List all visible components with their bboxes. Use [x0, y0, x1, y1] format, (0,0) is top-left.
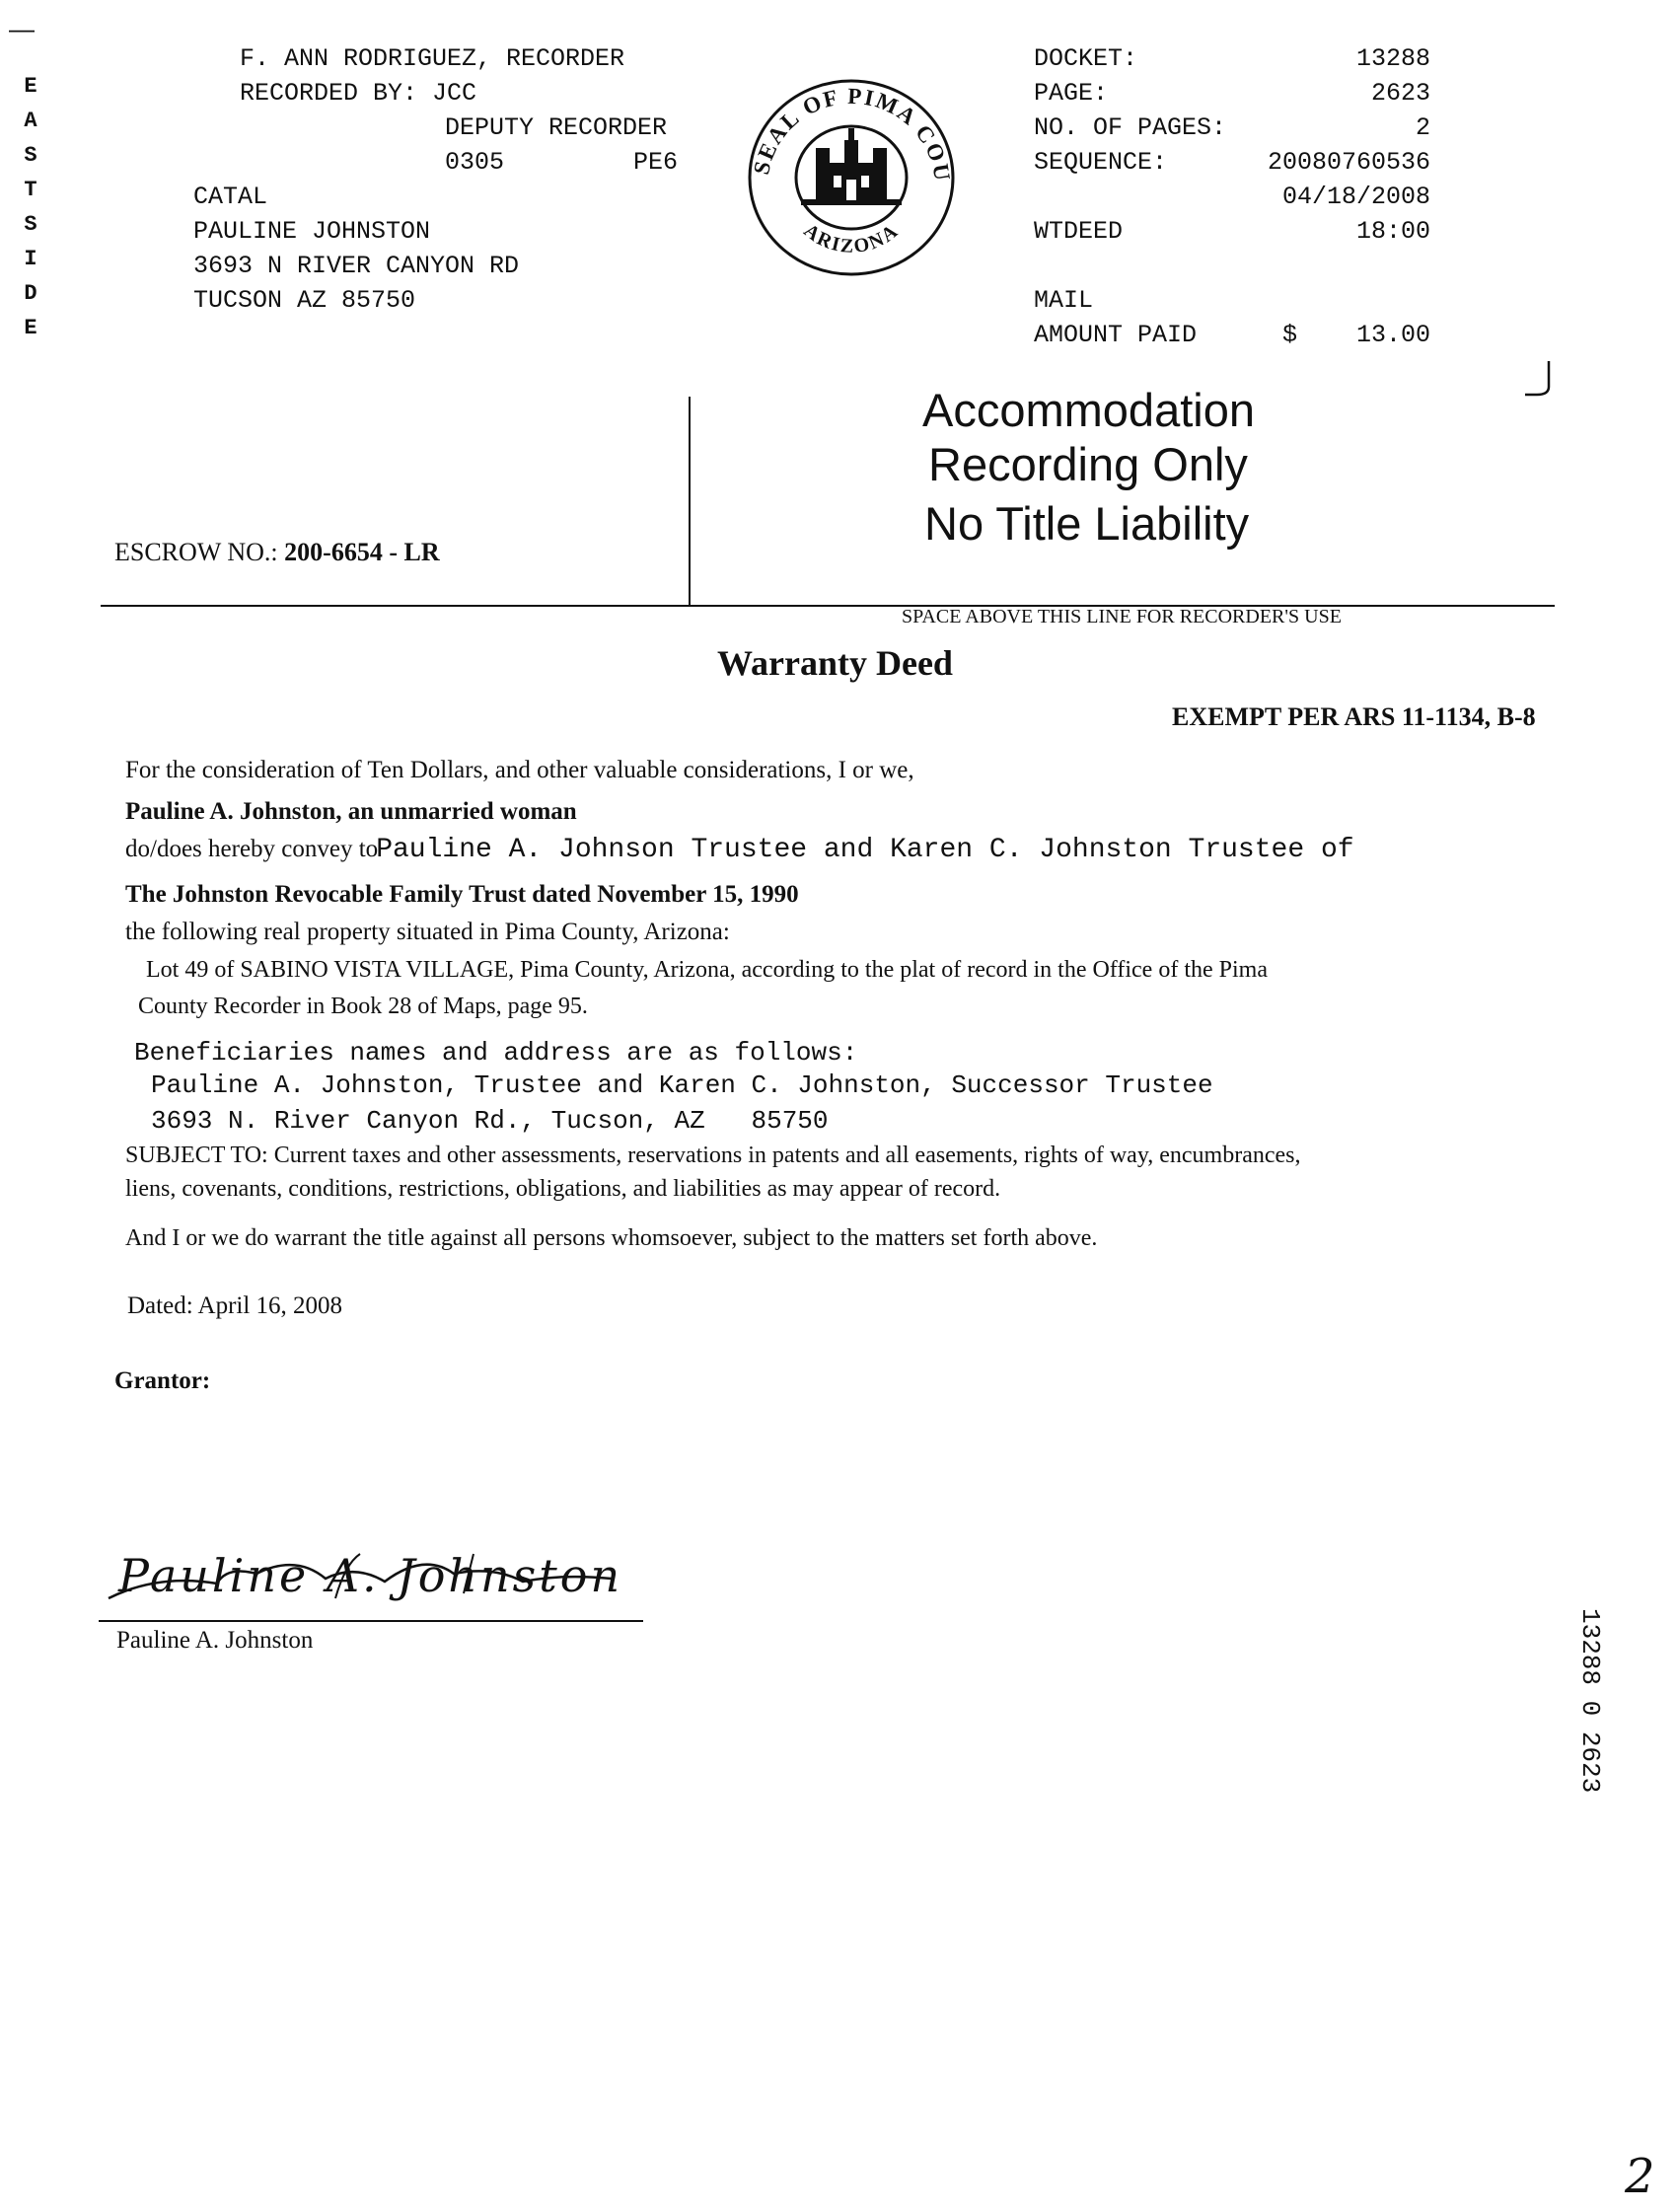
escrow-number [114, 536, 440, 569]
handwritten-page-mark: 2 [1625, 2149, 1655, 2204]
amount-currency: $ [1282, 321, 1298, 349]
deputy-recorder: DEPUTY RECORDER [445, 113, 668, 142]
grantor-label: Grantor: [114, 1367, 211, 1394]
signer-printed-name: Pauline A. Johnston [116, 1627, 314, 1654]
document-type: WTDEED [1034, 217, 1124, 246]
warranty-clause: And I or we do warrant the title against all persons whomsoever, subject to the matters set forth above. [125, 1225, 1098, 1251]
recorder-area-divider [689, 397, 691, 606]
page-value: 2623 [1370, 79, 1430, 108]
return-to-line: CATAL [193, 183, 268, 211]
grantor-name: Pauline A. Johnston, an unmarried woman [125, 798, 577, 825]
corner-bracket-mark [1519, 357, 1559, 402]
dated-line: Dated: April 16, 2008 [127, 1292, 343, 1319]
amount-paid-value: 13.00 [1355, 321, 1430, 349]
side-letter: S [24, 143, 37, 168]
sequence-label: SEQUENCE: [1034, 148, 1168, 177]
left-margin-mark: — [9, 14, 35, 43]
seal-graphic [732, 69, 971, 286]
beneficiaries-names: Pauline A. Johnston, Trustee and Karen C. Johnston, Successor Trustee [151, 1070, 1213, 1100]
seal-top-text: SEAL OF PIMA COU [749, 83, 956, 184]
recorder-name: F. ANN RODRIGUEZ, RECORDER [240, 44, 625, 73]
pages-value: 2 [1415, 113, 1430, 142]
escrow-value: 200-6654 - LR [284, 538, 440, 566]
document-title: Warranty Deed [717, 643, 953, 683]
exempt-notice: EXEMPT PER ARS 11-1134, B-8 [1172, 702, 1536, 731]
docket-label: DOCKET: [1034, 44, 1138, 73]
svg-text:ARIZONA [800, 220, 904, 258]
mail-label: MAIL [1034, 286, 1094, 315]
convey-prefix: do/does hereby convey to [125, 836, 379, 862]
side-letter: D [24, 281, 37, 306]
docket-value: 13288 [1355, 44, 1430, 73]
beneficiaries-address: 3693 N. River Canyon Rd., Tucson, AZ 85750 [151, 1106, 829, 1136]
amount-paid-label: AMOUNT PAID [1034, 321, 1198, 349]
trust-name: The Johnston Revocable Family Trust dated November 15, 1990 [125, 881, 799, 908]
right-margin-docket-number: 13288 0 2623 [1575, 1608, 1605, 1794]
accommodation-stamp-line2: Recording Only [928, 438, 1248, 490]
space-above-caption: SPACE ABOVE THIS LINE FOR RECORDER'S USE [902, 606, 1342, 627]
side-letter: S [24, 212, 37, 237]
recorder-code: 0305 [445, 148, 505, 177]
side-letter: T [24, 178, 37, 202]
sequence-value: 20080760536 [1267, 148, 1430, 177]
side-letter: E [24, 316, 37, 340]
return-to-city: TUCSON AZ 85750 [193, 286, 416, 315]
side-letter: I [24, 247, 37, 271]
return-to-name: PAULINE JOHNSTON [193, 217, 431, 246]
signature-line [99, 1620, 643, 1622]
pages-label: NO. OF PAGES: [1034, 113, 1227, 142]
seal-bottom-text: ARIZONA [799, 219, 904, 258]
subject-to-line1: SUBJECT TO: Current taxes and other assessments, reservations in patents and all easements, rights of way, encumbrances, [125, 1143, 1301, 1168]
beneficiaries-heading: Beneficiaries names and address are as follows: [134, 1038, 858, 1068]
grantor-signature [99, 1544, 651, 1613]
legal-description-line1: Lot 49 of SABINO VISTA VILLAGE, Pima County, Arizona, according to the plat of record in the Office of the Pima [146, 957, 1268, 983]
side-letter: E [24, 74, 37, 99]
subject-to-line2: liens, covenants, conditions, restrictions, obligations, and liabilities as may appear of record. [125, 1176, 1001, 1202]
recording-date: 04/18/2008 [1281, 183, 1430, 211]
side-letter: A [24, 109, 37, 133]
accommodation-stamp-line3: No Title Liability [924, 497, 1250, 550]
pima-county-seal [732, 69, 971, 286]
signature-script: Pauline A. Johnston [118, 1549, 623, 1602]
grantee-names: Pauline A. Johnson Trustee and Karen C. Johnston Trustee of [376, 835, 1354, 865]
recorder-code-suffix: PE6 [633, 148, 679, 177]
convey-line [125, 833, 1354, 867]
property-intro: the following real property situated in Pima County, Arizona: [125, 919, 730, 945]
page-label: PAGE: [1034, 79, 1109, 108]
return-to-street: 3693 N RIVER CANYON RD [193, 252, 520, 280]
accommodation-stamp-line1: Accommodation [922, 385, 1255, 432]
consideration-text: For the consideration of Ten Dollars, and other valuable considerations, I or we, [125, 757, 914, 783]
escrow-label: ESCROW NO.: [114, 538, 278, 566]
legal-description-line2: County Recorder in Book 28 of Maps, page 95. [138, 994, 588, 1019]
eastside-vertical-label [20, 69, 41, 345]
recording-time: 18:00 [1355, 217, 1430, 246]
recorded-by: RECORDED BY: JCC [240, 79, 477, 108]
